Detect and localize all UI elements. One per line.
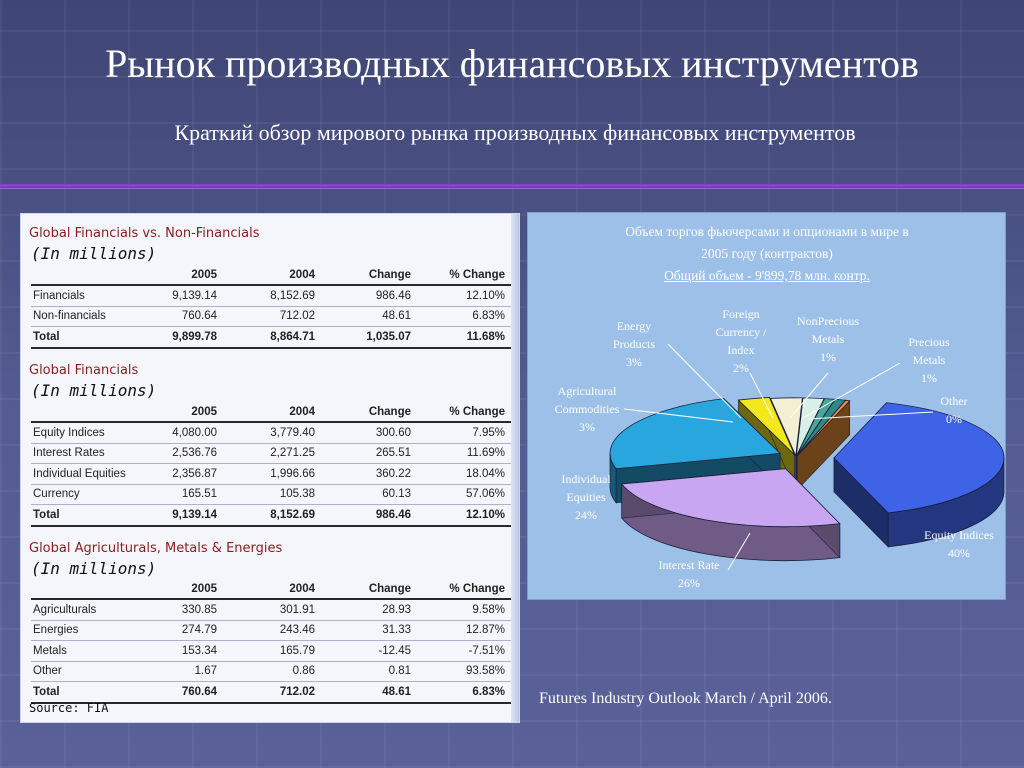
slice-name: Agricultural Commodities (554, 384, 620, 416)
cell-2005: 760.64 (139, 682, 223, 703)
cell-change: 360.22 (321, 464, 417, 485)
cell-pct-change: 18.04% (417, 464, 511, 485)
cell-2005: 760.64 (139, 306, 223, 327)
table-header-row (31, 403, 511, 422)
cell-pct-change: 11.69% (417, 443, 511, 464)
column-header: Change (321, 580, 417, 599)
slice-percent: 0% (946, 412, 962, 426)
table-agriculturals-metals-energies (31, 580, 511, 704)
cell-2004: 8,152.69 (223, 285, 321, 306)
slice-label-individual-equities (550, 470, 622, 524)
table-row (31, 641, 511, 662)
column-header: 2004 (223, 403, 321, 422)
slide-subtitle: Краткий обзор мирового рынка производных финансовых инструментов (174, 120, 856, 145)
column-header: 2005 (139, 403, 223, 422)
slice-name: Precious Metals (908, 335, 950, 367)
column-header: Change (321, 266, 417, 285)
column-header: 2004 (223, 580, 321, 599)
table-row (31, 484, 511, 505)
cell-change: 986.46 (321, 505, 417, 526)
slice-label-interest-rate (643, 556, 735, 592)
cell-2005: 330.85 (139, 599, 223, 620)
cell-pct-change: -7.51% (417, 641, 511, 662)
chart-total-volume: Общий объем - 9'899,78 млн. контр. (664, 268, 870, 283)
column-header: % Change (417, 580, 511, 599)
cell-change: 31.33 (321, 620, 417, 641)
cell-2005: 2,356.87 (139, 464, 223, 485)
table-row (31, 443, 511, 464)
cell-change: 265.51 (321, 443, 417, 464)
slice-label-foreign-currency-index (701, 305, 781, 377)
column-header (31, 403, 139, 422)
chart-title-line-1: Объем торгов фьючерсами и опционами в мире в (625, 224, 909, 239)
cell-pct-change: 57.06% (417, 484, 511, 505)
cell-2005: 9,139.14 (139, 285, 223, 306)
column-header: % Change (417, 403, 511, 422)
cell-2004: 2,271.25 (223, 443, 321, 464)
row-label: Metals (31, 641, 139, 662)
table-row (31, 306, 511, 327)
cell-change: -12.45 (321, 641, 417, 662)
cell-2004: 301.91 (223, 599, 321, 620)
column-header: 2005 (139, 580, 223, 599)
row-label: Individual Equities (31, 464, 139, 485)
slice-percent: 1% (921, 371, 937, 385)
cell-2005: 9,139.14 (139, 505, 223, 526)
row-label: Equity Indices (31, 422, 139, 443)
cell-change: 48.61 (321, 682, 417, 703)
panel-edge (511, 214, 519, 722)
cell-2005: 1.67 (139, 661, 223, 682)
table-row (31, 422, 511, 443)
column-header: 2005 (139, 266, 223, 285)
slice-percent: 3% (579, 420, 595, 434)
slice-name: Other (940, 394, 968, 408)
cell-2005: 274.79 (139, 620, 223, 641)
cell-2005: 2,536.76 (139, 443, 223, 464)
slice-percent: 3% (626, 355, 642, 369)
cell-2004: 0.86 (223, 661, 321, 682)
slice-name: Foreign Currency / Index (715, 307, 767, 357)
slice-percent: 40% (948, 546, 970, 560)
slice-percent: 26% (678, 576, 700, 590)
column-header (31, 266, 139, 285)
section-title-financials-vs-nonfinancials: Global Financials vs. Non-Financials (29, 226, 260, 241)
cell-2005: 9,899.78 (139, 327, 223, 348)
slice-name: Interest Rate (658, 558, 720, 572)
row-label: Total (31, 505, 139, 526)
cell-pct-change: 12.87% (417, 620, 511, 641)
cell-pct-change: 11.68% (417, 327, 511, 348)
slice-name: Individual Equities (561, 472, 611, 504)
cell-pct-change: 12.10% (417, 505, 511, 526)
row-label: Total (31, 682, 139, 703)
table-row (31, 464, 511, 485)
slice-label-other (928, 392, 980, 428)
cell-pct-change: 6.83% (417, 682, 511, 703)
table-financials-vs-nonfinancials (31, 266, 511, 349)
cell-2004: 3,779.40 (223, 422, 321, 443)
table-total-row (31, 505, 511, 526)
column-header: Change (321, 403, 417, 422)
column-header: 2004 (223, 266, 321, 285)
cell-change: 60.13 (321, 484, 417, 505)
row-label: Other (31, 661, 139, 682)
cell-2004: 712.02 (223, 306, 321, 327)
pie-slice-interest-rate (622, 469, 840, 561)
section-unit: (In millions) (31, 381, 157, 400)
cell-2004: 8,152.69 (223, 505, 321, 526)
table-row (31, 620, 511, 641)
section-unit: (In millions) (31, 559, 157, 578)
cell-change: 300.60 (321, 422, 417, 443)
cell-change: 28.93 (321, 599, 417, 620)
table-header-row (31, 580, 511, 599)
section-unit: (In millions) (31, 244, 157, 263)
slice-name: Equity Indices (924, 528, 994, 542)
chart-title (548, 221, 986, 287)
pie-chart-panel (527, 212, 1006, 600)
cell-change: 1,035.07 (321, 327, 417, 348)
cell-change: 0.81 (321, 661, 417, 682)
table-header-row (31, 266, 511, 285)
slice-label-energy-products (600, 317, 668, 371)
slice-label-precious-metals (896, 333, 962, 387)
cell-2004: 165.79 (223, 641, 321, 662)
cell-pct-change: 12.10% (417, 285, 511, 306)
row-label: Interest Rates (31, 443, 139, 464)
cell-2004: 1,996.66 (223, 464, 321, 485)
section-title-global-financials: Global Financials (29, 363, 139, 378)
slice-percent: 2% (733, 361, 749, 375)
cell-2005: 4,080.00 (139, 422, 223, 443)
row-label: Financials (31, 285, 139, 306)
slice-label-equity-indices (911, 526, 1006, 562)
title-divider-highlight (0, 188, 1024, 189)
cell-2004: 8,864.71 (223, 327, 321, 348)
row-label: Currency (31, 484, 139, 505)
cell-change: 986.46 (321, 285, 417, 306)
table-row (31, 599, 511, 620)
row-label: Non-financials (31, 306, 139, 327)
source-note: Source: FIA (29, 701, 109, 715)
title-divider (0, 184, 1024, 187)
cell-2004: 243.46 (223, 620, 321, 641)
table-row (31, 285, 511, 306)
slice-percent: 1% (820, 350, 836, 364)
cell-change: 48.61 (321, 306, 417, 327)
row-label: Energies (31, 620, 139, 641)
table-total-row (31, 682, 511, 703)
cell-pct-change: 7.95% (417, 422, 511, 443)
cell-2005: 165.51 (139, 484, 223, 505)
slide-title: Рынок производных финансовых инструментов (105, 41, 919, 86)
slice-percent: 24% (575, 508, 597, 522)
row-label: Total (31, 327, 139, 348)
cell-pct-change: 9.58% (417, 599, 511, 620)
section-title-agriculturals-metals-energies: Global Agriculturals, Metals & Energies (29, 541, 283, 556)
slice-name: Energy Products (613, 319, 655, 351)
chart-title-line-2: 2005 году (контрактов) (701, 246, 833, 261)
table-global-financials (31, 403, 511, 527)
source-footnote: Futures Industry Outlook March / April 2006. (539, 690, 832, 707)
cell-2004: 712.02 (223, 682, 321, 703)
table-total-row (31, 327, 511, 348)
cell-2005: 153.34 (139, 641, 223, 662)
table-row (31, 661, 511, 682)
cell-pct-change: 93.58% (417, 661, 511, 682)
column-header: % Change (417, 266, 511, 285)
column-header (31, 580, 139, 599)
slice-label-agricultural-commodities (542, 382, 632, 436)
statistics-table-panel (20, 213, 520, 723)
slice-name: NonPrecious Metals (797, 314, 859, 346)
row-label: Agriculturals (31, 599, 139, 620)
cell-2004: 105.38 (223, 484, 321, 505)
slice-label-nonprecious-metals (786, 312, 870, 366)
cell-pct-change: 6.83% (417, 306, 511, 327)
